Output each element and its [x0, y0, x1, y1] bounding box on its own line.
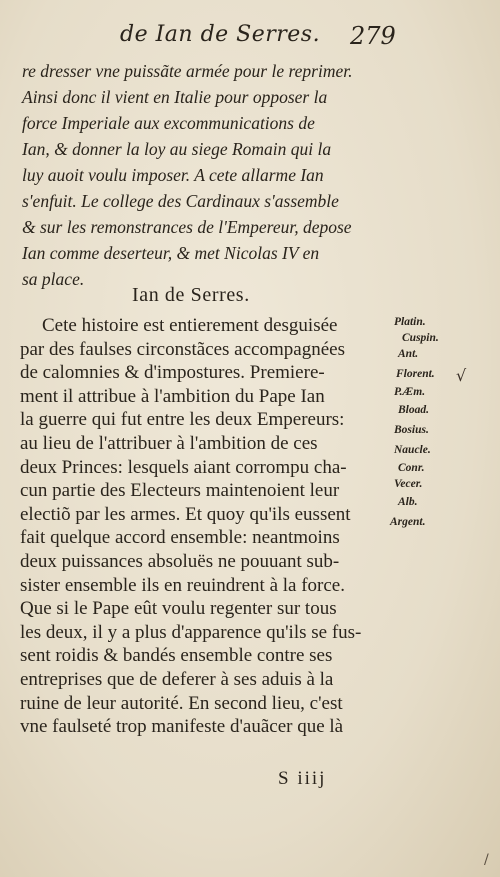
margin-note: Naucle. — [394, 444, 431, 456]
italic-paragraph — [22, 58, 402, 292]
body-line: deux Princes: lesquels aiant corrompu cha- — [20, 456, 347, 478]
body-line: par des faulses circonstãces accompagnées — [20, 338, 345, 360]
margin-check-mark: √ — [456, 366, 467, 385]
margin-note: Conr. — [398, 462, 425, 474]
body-line: ruine de leur autorité. En second lieu, c'est — [20, 692, 343, 714]
body-line: cun partie des Electeurs maintenoient leur — [20, 480, 340, 502]
margin-note: Argent. — [390, 516, 426, 528]
italic-line: Ainsi donc il vient en Italie pour opposer la — [22, 87, 328, 107]
margin-note: Florent. — [396, 368, 435, 380]
italic-line: sa place. — [22, 269, 85, 289]
italic-line: Ian, & donner la loy au siege Romain qui la — [22, 139, 332, 159]
running-title: de Ian de Serres. — [120, 22, 321, 47]
italic-line: s'enfuit. Le college des Cardinaux s'assemble — [22, 191, 339, 211]
body-line: sister ensemble ils en reuindrent à la force. — [20, 574, 345, 596]
body-paragraph — [20, 314, 400, 739]
italic-line: re dresser vne puissãte armée pour le reprimer. — [22, 61, 353, 81]
margin-note: Bload. — [398, 404, 429, 416]
corner-mark: / — [484, 852, 489, 868]
margin-note: Bosius. — [394, 424, 429, 436]
italic-line: luy auoit voulu imposer. A cete allarme Ian — [22, 165, 324, 185]
signature-mark: S iiij — [278, 768, 327, 789]
body-line: sent roidis & bandés ensemble contre ses — [20, 645, 333, 667]
page-number: 279 — [350, 22, 396, 50]
margin-note: Vecer. — [394, 478, 423, 490]
margin-note: Cuspin. — [402, 332, 439, 344]
section-title: Ian de Serres. — [132, 284, 250, 306]
body-line: au lieu de l'attribuer à l'ambition de ces — [20, 432, 318, 454]
margin-note: P.Æm. — [394, 386, 426, 398]
margin-note: Ant. — [398, 348, 419, 360]
italic-line: Ian comme deserteur, & met Nicolas IV en — [22, 243, 320, 263]
italic-line: force Imperiale aux excommunications de — [22, 113, 315, 133]
body-line: entreprises que de deferer à ses aduis à la — [20, 668, 334, 690]
body-line: les deux, il y a plus d'apparence qu'ils se fus- — [20, 621, 362, 643]
body-line: deux puissances absoluës ne pouuant sub- — [20, 550, 340, 572]
body-line: electiõ par les armes. Et quoy qu'ils eussent — [20, 503, 351, 525]
body-line: Cete histoire est entierement desguisée — [42, 315, 338, 336]
margin-note: Alb. — [398, 496, 418, 508]
body-line: la guerre qui fut entre les deux Empereurs: — [20, 409, 345, 431]
body-line: fait quelque accord ensemble: neantmoins — [20, 527, 340, 549]
margin-note: Platin. — [394, 316, 426, 328]
body-line: Que si le Pape eût voulu regenter sur tous — [20, 598, 337, 620]
body-line: vne faulseté trop manifeste d'auãcer que là — [20, 716, 344, 738]
italic-line: & sur les remonstrances de l'Empereur, depose — [22, 217, 352, 237]
body-line: ment il attribue à l'ambition du Pape Ian — [20, 385, 325, 407]
body-line: de calomnies & d'impostures. Premiere- — [20, 362, 325, 384]
